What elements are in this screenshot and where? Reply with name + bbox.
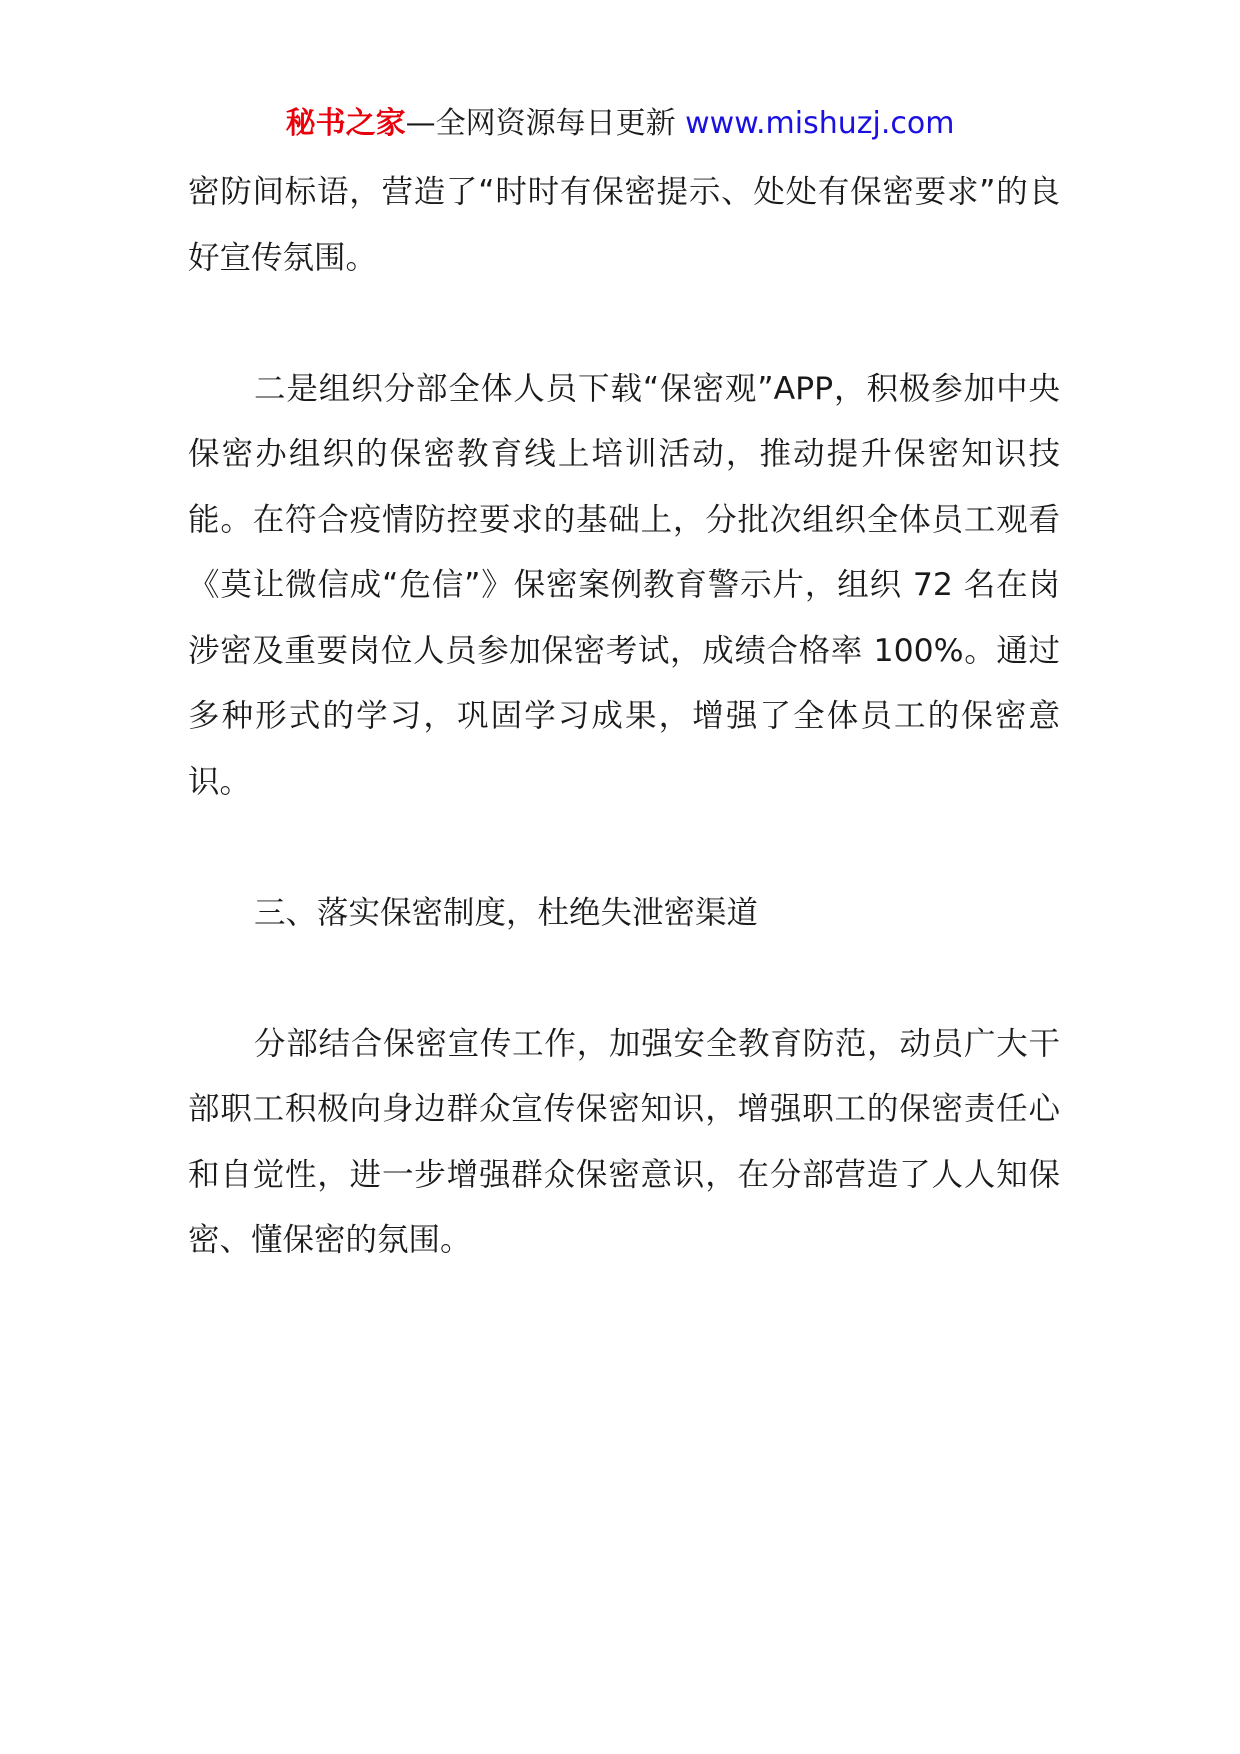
paragraph-training: 二是组织分部全体人员下载“保密观”APP，积极参加中央保密办组织的保密教育线上培训活动，推动提升保密知识技能。在符合疫情防控要求的基础上，分批次组织全体员工观看《莫让微信成“危信”》保密案例教育警示片，组织 72 名在岗涉密及重要岗位人员参加保密考试，成绩合格率 100%。通过多种形式的学习，巩固学习成果，增强了全体员工的保密意识。 [188,370,1060,800]
section-heading: 三、落实保密制度，杜绝失泄密渠道 [254,894,759,931]
paragraph-gap [188,815,1060,881]
paragraph-gap [188,291,1060,357]
paragraph-publicity: 分部结合保密宣传工作，加强安全教育防范，动员广大干部职工积极向身边群众宣传保密知识，增强职工的保密责任心和自觉性，进一步增强群众保密意识，在分部营造了人人知保密、懂保密的氛围。 [188,1025,1060,1258]
header-tagline: —全网资源每日更新 [405,106,676,141]
brand-name: 秘书之家 [285,106,406,141]
paragraph-continuation: 密防间标语，营造了“时时有保密提示、处处有保密要求”的良好宣传氛围。 [188,174,1060,276]
document-body [188,160,1060,1274]
page-header [0,100,1240,148]
paragraph-gap [188,946,1060,1012]
site-link[interactable]: www.mishuzj.com [685,106,955,141]
